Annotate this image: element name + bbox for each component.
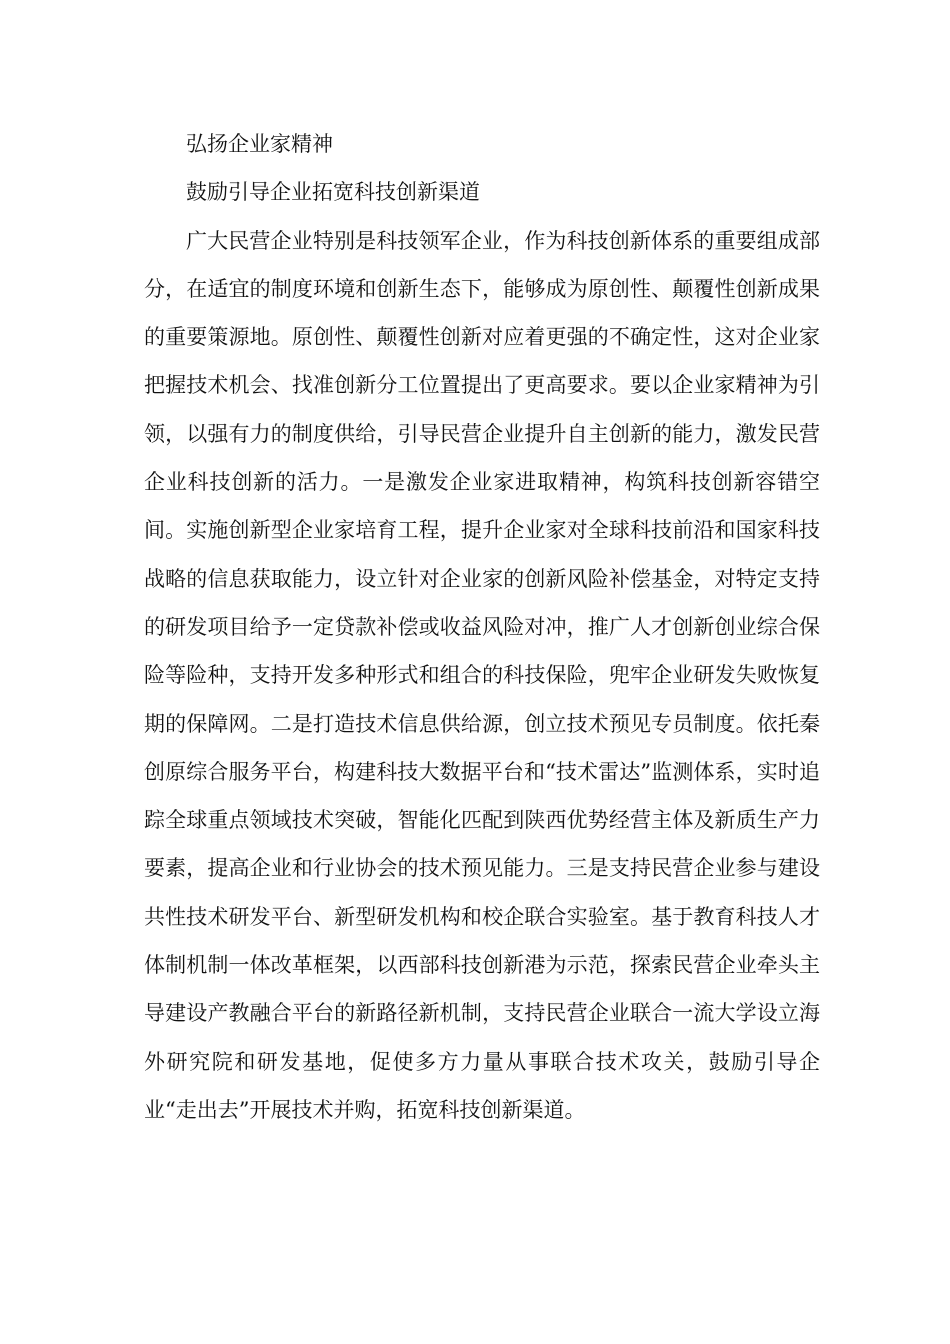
document-title: 弘扬企业家精神 [186,132,333,156]
document-subtitle: 鼓励引导企业拓宽科技创新渠道 [186,180,480,205]
body-paragraph: 广大民营企业特别是科技领军企业，作为科技创新体系的重要组成部分，在适宜的制度环境和创新生态下，能够成为原创性、颠覆性创新成果的重要策源地。原创性、颠覆性创新对应着更强的不确定性，这对企业家把握技术机会、找准创新分工位置提出了更高要求。要以企业家精神为引领，以强有力的制度供给，引导民营企业提升自主创新的能力，激发民营企业科技创新的活力。一是激发企业家进取精神，构筑科技创新容错空间。实施创新型企业家培育工程，提升企业家对全球科技前沿和国家科技战略的信息获取能力，设立针对企业家的创新风险补偿基金，对特定支持的研发项目给予一定贷款补偿或收益风险对冲，推广人才创新创业综合保险等险种，支持开发多种形式和组合的科技保险，兜牢企业研发失败恢复期的保障网。二是打造技术信息供给源，创立技术预见专员制度。依托秦创原综合服务平台，构建科技大数据平台和“技术雷达”监测体系，实时追踪全球重点领域技术突破，智能化匹配到陕西优势经营主体及新质生产力要素，提高企业和行业协会的技术预见能力。三是支持民营企业参与建设共性技术研发平台、新型研发机构和校企联合实验室。基于教育科技人才体制机制一体改革框架，以西部科技创新港为示范，探索民营企业牵头主导建设产教融合平台的新路径新机制，支持民营企业联合一流大学设立海外研究院和研发基地，促使多方力量从事联合技术攻关，鼓励引导企业“走出去”开展技术并购，拓宽科技创新渠道。 [144,228,820,1122]
document-content [144,120,820,1134]
